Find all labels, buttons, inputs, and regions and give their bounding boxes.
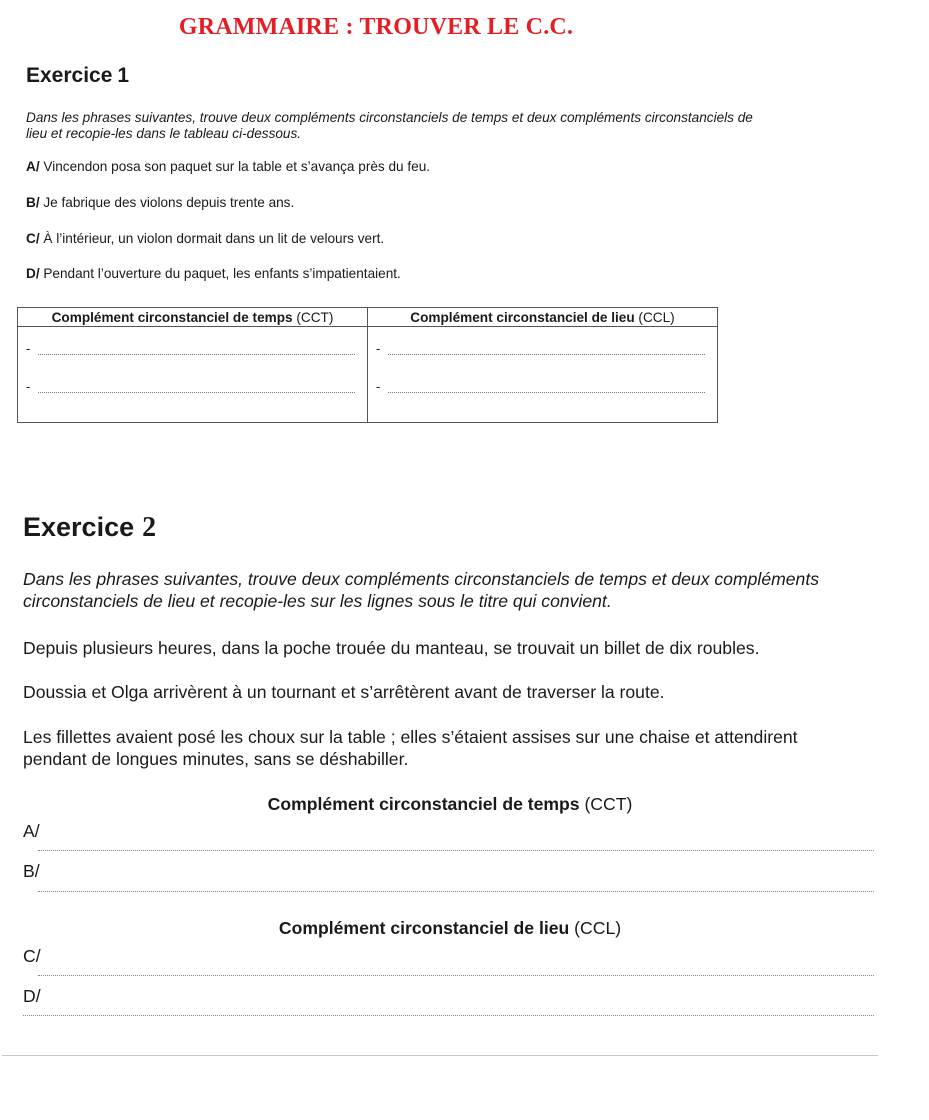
answer-dash: - [376,341,381,356]
answer-line[interactable] [368,379,717,399]
answer-label-b: B/ [23,861,40,881]
table-header-cct-label: Complément circonstanciel de temps [51,309,293,325]
exercise-1-instructions: Dans les phrases suivantes, trouve deux compléments circonstanciels de temps et deux compléments circonstanciels de lieu et recopie-les dans le tableau ci-dessous. [26,110,753,141]
dotted-line [38,354,355,355]
sentence-a-text: Vincendon posa son paquet sur la table et s’avança près du feu. [39,159,431,174]
answer-line[interactable] [368,341,717,361]
answer-line-b[interactable] [38,891,874,892]
answer-label-d: D/ [23,986,41,1006]
sentence-b [26,195,294,210]
ccl-heading [0,918,900,939]
answer-dash: - [376,379,381,394]
exercise-2-heading-label: Exercice [23,512,135,542]
answer-line[interactable] [18,379,367,399]
sentence-a-letter: A/ [26,159,40,174]
exercise-2-instructions: Dans les phrases suivantes, trouve deux compléments circonstanciels de temps et deux compléments circonstanciels de lieu et recopie-les sur les lignes sous le titre qui convient. [23,569,820,611]
sentence-c [26,231,384,246]
paragraph-3: Les fillettes avaient posé les choux sur la table ; elles s’étaient assises sur une chaise et attendirent pendant de longues minutes, sans se déshabiller. [23,727,798,769]
answer-line[interactable] [18,341,367,361]
sentence-c-text: À l’intérieur, un violon dormait dans un lit de velours vert. [39,231,385,246]
exercise-2-heading [23,512,156,544]
dotted-line [388,392,705,393]
answer-dash: - [26,379,31,394]
cct-heading-abbr: (CCT) [579,794,633,814]
ccl-heading-abbr: (CCL) [569,918,622,938]
sentence-c-letter: C/ [26,231,40,246]
sentence-d-text: Pendant l’ouverture du paquet, les enfants s’impatientaient. [39,266,401,281]
table-header-ccl-abbr: (CCL) [634,309,675,325]
ccl-heading-label: Complément circonstanciel de lieu [278,918,570,938]
table-cell-ccl [368,327,718,423]
sentence-a [26,159,430,174]
exercise-1-heading [26,64,129,88]
exercise-2-number: 2 [142,512,157,543]
paragraph-2: Doussia et Olga arrivèrent à un tournant et s’arrêtèrent avant de traverser la route. [23,682,665,702]
dotted-line [38,392,355,393]
answer-table [17,307,718,423]
exercise-1-number: 1 [117,64,130,87]
sentence-d-letter: D/ [26,266,40,281]
sentence-b-text: Je fabrique des violons depuis trente ans. [39,195,295,210]
sentence-b-letter: B/ [26,195,40,210]
table-header-cct-abbr: (CCT) [292,309,334,325]
paragraph-1: Depuis plusieurs heures, dans la poche trouée du manteau, se trouvait un billet de dix roubles. [23,638,760,658]
table-header-ccl-label: Complément circonstanciel de lieu [410,309,635,325]
answer-line-a[interactable] [38,850,874,851]
answer-label-c: C/ [23,946,41,966]
page-divider [2,1055,878,1056]
answer-dash: - [26,341,31,356]
cct-heading-label: Complément circonstanciel de temps [267,794,580,814]
cct-heading [0,794,900,815]
sentence-d [26,266,401,281]
exercise-1-heading-label: Exercice [26,64,113,87]
dotted-line [388,354,705,355]
page-title: GRAMMAIRE : TROUVER LE C.C. [178,14,574,40]
answer-line-c[interactable] [38,975,874,976]
table-header-ccl [368,308,718,327]
table-cell-cct [18,327,368,423]
answer-label-a: A/ [23,821,40,841]
answer-line-d[interactable] [23,1015,874,1016]
table-header-cct [18,308,368,327]
